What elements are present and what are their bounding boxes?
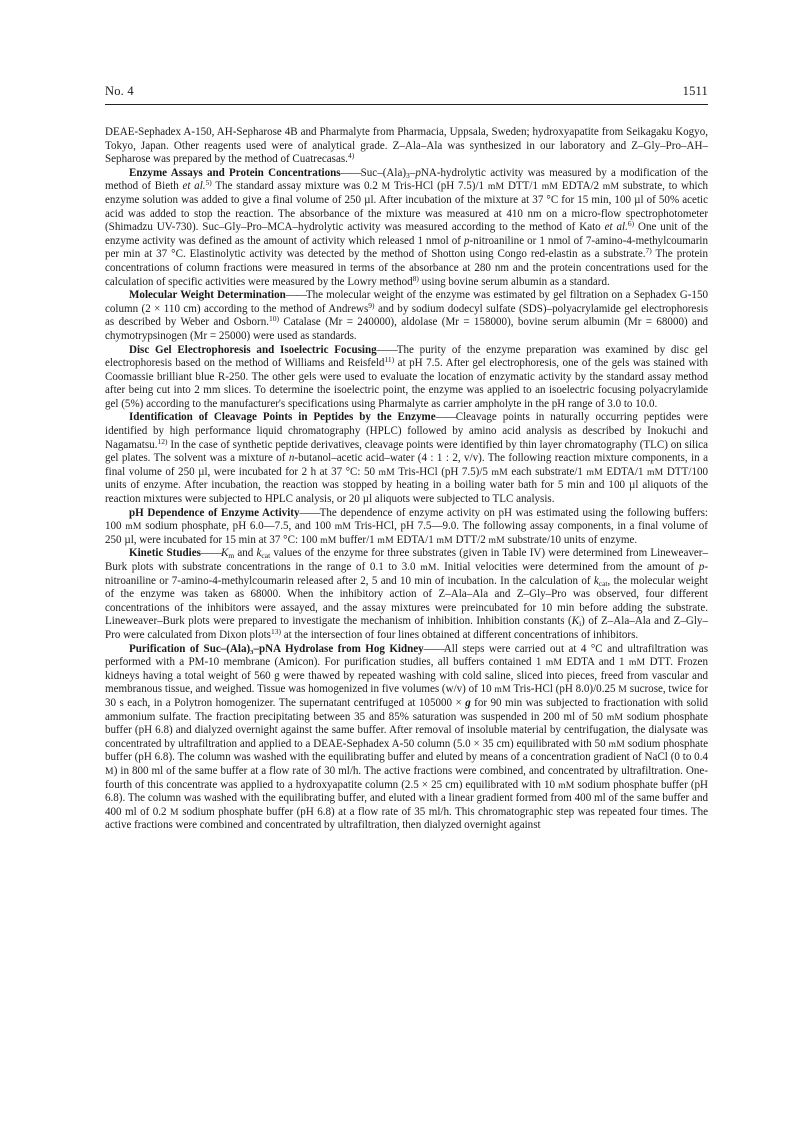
heading-molecular-weight: Molecular Weight Determination (129, 289, 286, 302)
paragraph-disc-gel: Disc Gel Electrophoresis and Isoelectric Focusing——The purity of the enzyme preparation was examined by disc gel electrophoresis based on the method of Williams and Reisfeld$^{11)}$ at pH 7.5. After gel electrophoresis, one of the gels was stained with Coomassie brilliant blue R-250. The other gels were used to evaluate the location of enzymatic activity by the standard assay method after being cut into 2 mm slices. To determine the isoelectric point, the enzyme was applied to an isoelectric focusing polyacrylamide gel (5%) according to the manufacturer's specifications using Pharmalyte as carrier ampholyte in the pH range of 3.0 to 10.0. (105, 343, 708, 410)
page-number: 1511 (682, 84, 708, 98)
heading-cleavage-points: Identification of Cleavage Points in Peptides by the Enzyme (129, 411, 436, 424)
heading-kinetic-studies: Kinetic Studies (129, 547, 201, 560)
paragraph-cleavage-points: Identification of Cleavage Points in Peptides by the Enzyme——Cleavage points in naturally occurring peptides were identified by high performance liquid chromatography (HPLC) followed by amino acid analysis as described by Inokuchi and Nagamatsu.$^{12)}$ In the case of synthetic peptide derivatives, cleavage points were identified by thin layer chromatography (TLC) on silica gel plates. The solvent was a mixture of n-butanol–acetic acid–water (4 : 1 : 2, v/v). The following reaction mixture components, in a final volume of 250 µl, were incubated for 2 h at 37 °C: 50 mM Tris-HCl (pH 7.5)/5 mM each substrate/1 mM EDTA/1 mM DTT/100 units of enzyme. After incubation, the reaction was stopped by heating in a boiling water bath for 5 min and 100 µl aliquots of the reaction mixtures were subjected to HPLC analysis, or 20 µl aliquots were subjected to TLC analysis. (105, 411, 709, 506)
heading-disc-gel: Disc Gel Electrophoresis and Isoelectric Focusing (129, 343, 377, 356)
paragraph-enzyme-assays: Enzyme Assays and Protein $Concentrations——Suc-(Ala)_3-pNA$-hydrolytic activity was measured by a modification of the method of Bieth et al.$^{5)}$ The standard assay mixture was 0.2 M Tris-HCl (pH 7.5)/1 mM DTT/1 mM EDTA/2 mM substrate, to which enzyme solution was added to give a final volume of 250 µl. After incubation of the mixture at 37 °C for 15 min, 100 µl of 50% acetic acid was added to stop the reaction. The absorbance of the mixture was measured at 410 nm on a micro-flow spectrophotometer (Shimadzu UV-730). Suc–Gly–Pro–MCA–hydrolytic activity was measured according to the method of Kato et al.$^{6)}$ One unit of the enzyme activity was defined as the amount of activity which released 1 nmol of p-nitroaniline or 1 nmol of 7-amino-4-methylcoumarin per min at 37 °C. Elastinolytic activity was detected by the method of Shotton using Congo red-elastin as a substrate.$^{7)}$ The protein concentrations of column fractions were measured in terms of the absorbance at 280 nm and the protein concentrations used for the calculation of specific activities were measured by the Lowry method$^{8)}$ using bovine serum albumin as a standard. (105, 166, 709, 288)
paragraph-materials (105, 126, 708, 167)
body-text (105, 126, 708, 833)
header-rule (105, 104, 708, 105)
paragraph-ph-dependence: pH Dependence of Enzyme Activity——The dependence of enzyme activity on pH was estimated using the following buffers: 100 mM sodium phosphate, pH 6.0—7.5, and 100 mM Tris-HCl, pH 7.5—9.0. The following assay components, in a final volume of 250 µl, were incubated for 15 min at 37 °C: 100 mM buffer/1 mM EDTA/1 mM DTT/2 mM substrate/10 units of enzyme. (105, 506, 708, 546)
heading-enzyme-assays: Enzyme Assays and Protein Concentrations (129, 166, 341, 179)
heading-purification: Purification of Suc–(Ala)₃–pNA Hydrolase from Hog Kidney (129, 642, 424, 655)
paragraph-purification: Purification of Suc–(Ala)₃–pNA Hydrolase from Hog Kidney——All steps were carried out at 4 °C and ultrafiltration was performed with a PM-10 membrane (Amicon). For purification studies, all buffers contained 1 mM EDTA and 1 mM DTT. Frozen kidneys having a total weight of 560 g were thawed by repeated washing with cold saline, sliced into pieces, freed from vascular and membranous tissue, and weighed. Tissue was homogenized in five volumes (w/v) of 10 mM Tris-HCl (pH 8.0)/0.25 M sucrose, twice for 30 s each, in a Polytron homogenizer. The supernatant centrifuged at 105000 × g for 90 min was subjected to fractionation with solid ammonium sulfate. The fraction precipitating between 35 and 85% saturation was suspended in 200 ml of 50 mM sodium phosphate buffer (pH 6.8) and dialyzed overnight against the same buffer. After removal of insoluble material by centrifugation, the dialysate was concentrated by ultrafiltration and applied to a DEAE-Sephadex A-50 column (5.0 × 35 cm) equilibrated with 50 mM sodium phosphate buffer (pH 6.8). The column was washed with the equilibrating buffer and eluted by means of a concentration gradient of NaCl (0 to 0.4 M) in 800 ml of the same buffer at a flow rate of 30 ml/h. The active fractions were combined, and concentrated by ultrafiltration. One-fourth of this concentrate was applied to a hydroxyapatite column (2.5 × 25 cm) equilibrated with 10 mM sodium phosphate buffer (pH 6.8). The column was washed with the equilibrating buffer, and eluted with a linear gradient formed from 400 ml of the same buffer and 400 ml of 0.2 M sodium phosphate buffer (pH 6.8) at a flow rate of 35 ml/h. This chromatographic step was repeated four times. The active fractions were combined and concentrated by ultrafiltration, then dialyzed overnight against (105, 642, 708, 832)
journal-issue: No. 4 (105, 84, 134, 98)
paragraph-kinetic-studies: Kinetic $Studies——K_m$ and $k_{cat}$ values of the enzyme for three substrates (given in Table IV) were determined from Lineweaver–Burk plots with substrate concentrations in the range of 0.1 to 3.0 mM. Initial velocities were determined from the amount of p-nitroaniline or 7-amino-4-methylcoumarin released after 2, 5 and 10 min of incubation. In the calculation of $k_{cat}$, the molecular weight of the enzyme was taken as 68000. When the inhibitory action of Z–Ala–Ala and Z–Gly–Pro was observed, four different concentrations of the inhibitors were assayed, and the assay mixtures were preincubated for 10 min before adding the substrate. Lineweaver–Burk plots were prepared to investigate the mechanism of inhibition. Inhibition constants $(K_i)$ of Z–Ala–Ala and Z–Gly–Pro were calculated from Dixon plots$^{13)}$ at the intersection of four lines obtained at different concentrations of inhibitors. (105, 547, 708, 641)
paragraph-molecular-weight: Molecular Weight Determination——The molecular weight of the enzyme was estimated by gel filtration on a Sephadex G-150 column (2 × 110 cm) according to the method of Andrews$^{9)}$ and by sodium dodecyl sulfate (SDS)–polyacrylamide gel electrophoresis as described by Weber and Osborn.$^{10)}$ Catalase (Mr = 240000), aldolase (Mr = 158000), bovine serum albumin (Mr = 68000) and chymotrypsinogen (Mr = 25000) were used as standards. (105, 289, 708, 342)
heading-ph-dependence: pH Dependence of Enzyme Activity (129, 506, 300, 519)
paragraph-materials-text: DEAE-Sephadex A-150, AH-Sepharose 4B and Pharmalyte from Pharmacia, Uppsala, Sweden; hydroxyapatite from Seikagaku Kogyo, Tokyo, Japan. Other reagents used were of analytical grade. Z–Ala–Ala was synthesized in our laboratory and Z–Gly–Pro–AH–Sepharose was prepared by the method of Cuatrecasas.$^{4)}$ (105, 126, 708, 166)
running-header (105, 84, 708, 99)
